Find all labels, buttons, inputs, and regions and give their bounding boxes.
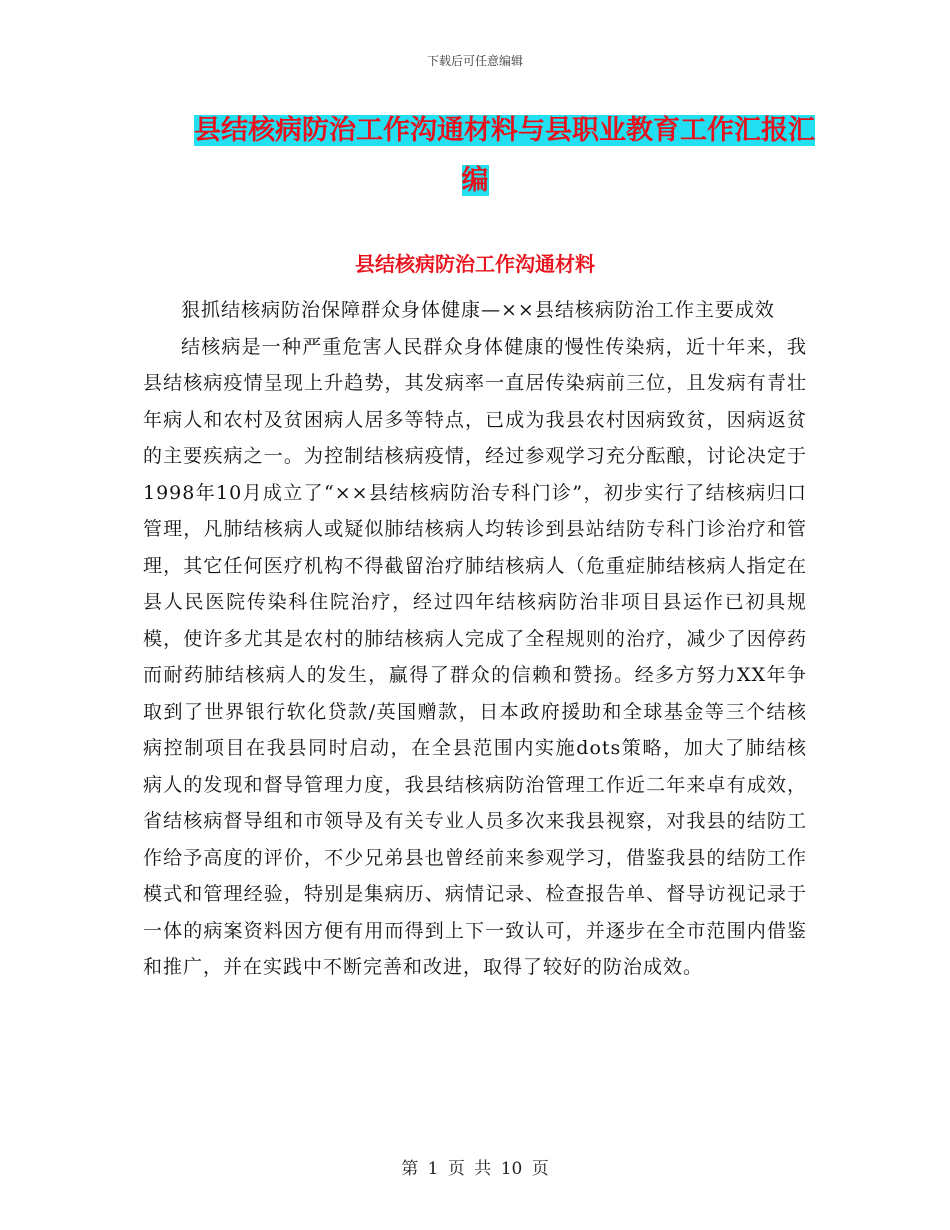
title-line-1 bbox=[150, 106, 815, 156]
paragraph-subtitle: 狠抓结核病防治保障群众身体健康—××县结核病防治工作主要成效 bbox=[181, 299, 775, 321]
paragraph-body: 结核病是一种严重危害人民群众身体健康的慢性传染病，近十年来，我县结核病疫情呈现上升趋势，其发病率一直居传染病前三位，且发病有青壮年病人和农村及贫困病人居多等特点，已成为我县农村因病致贫，因病返贫的主要疾病之一。为控制结核病疫情，经过参观学习充分酝酿，讨论决定于1998年10月成立了“××县结核病防治专科门诊”，初步实行了结核病归口管理，凡肺结核病人或疑似肺结核病人均转诊到县站结防专科门诊治疗和管理，其它任何医疗机构不得截留治疗肺结核病人（危重症肺结核病人指定在县人民医院传染科住院治疗，经过四年结核病防治非项目县运作已初具规模，使许多尤其是农村的肺结核病人完成了全程规则的治疗，减少了因停药而耐药肺结核病人的发生，赢得了群众的信赖和赞扬。经多方努力XX年争取到了世界银行软化贷款/英国赠款，日本政府援助和全球基金等三个结核病控制项目在我县同时启动，在全县范围内实施dots策略，加大了肺结核病人的发现和督导管理力度，我县结核病防治管理工作近二年来卓有成效，省结核病督导组和市领导及有关专业人员多次来我县视察，对我县的结防工作给予高度的评价，不少兄弟县也曾经前来参观学习，借鉴我县的结防工作模式和管理经验，特别是集病历、病情记录、检查报告单、督导访视记录于一体的病案资料因方便有用而得到上下一致认可，并逐步在全市范围内借鉴和推广，并在实践中不断完善和改进，取得了较好的防治成效。 bbox=[143, 335, 807, 978]
title-line-1-text: 县结核病防治工作沟通材料与县职业教育工作汇报汇 bbox=[194, 115, 815, 146]
title-line-2-text: 编 bbox=[461, 165, 489, 196]
title-line-2 bbox=[150, 156, 800, 206]
document-title bbox=[150, 106, 815, 206]
section-title: 县结核病防治工作沟通材料 bbox=[355, 252, 595, 276]
body-text bbox=[143, 292, 807, 986]
header-note: 下载后可任意编辑 bbox=[426, 54, 523, 68]
page-footer: 第 1 页 共 10 页 bbox=[401, 1159, 549, 1179]
